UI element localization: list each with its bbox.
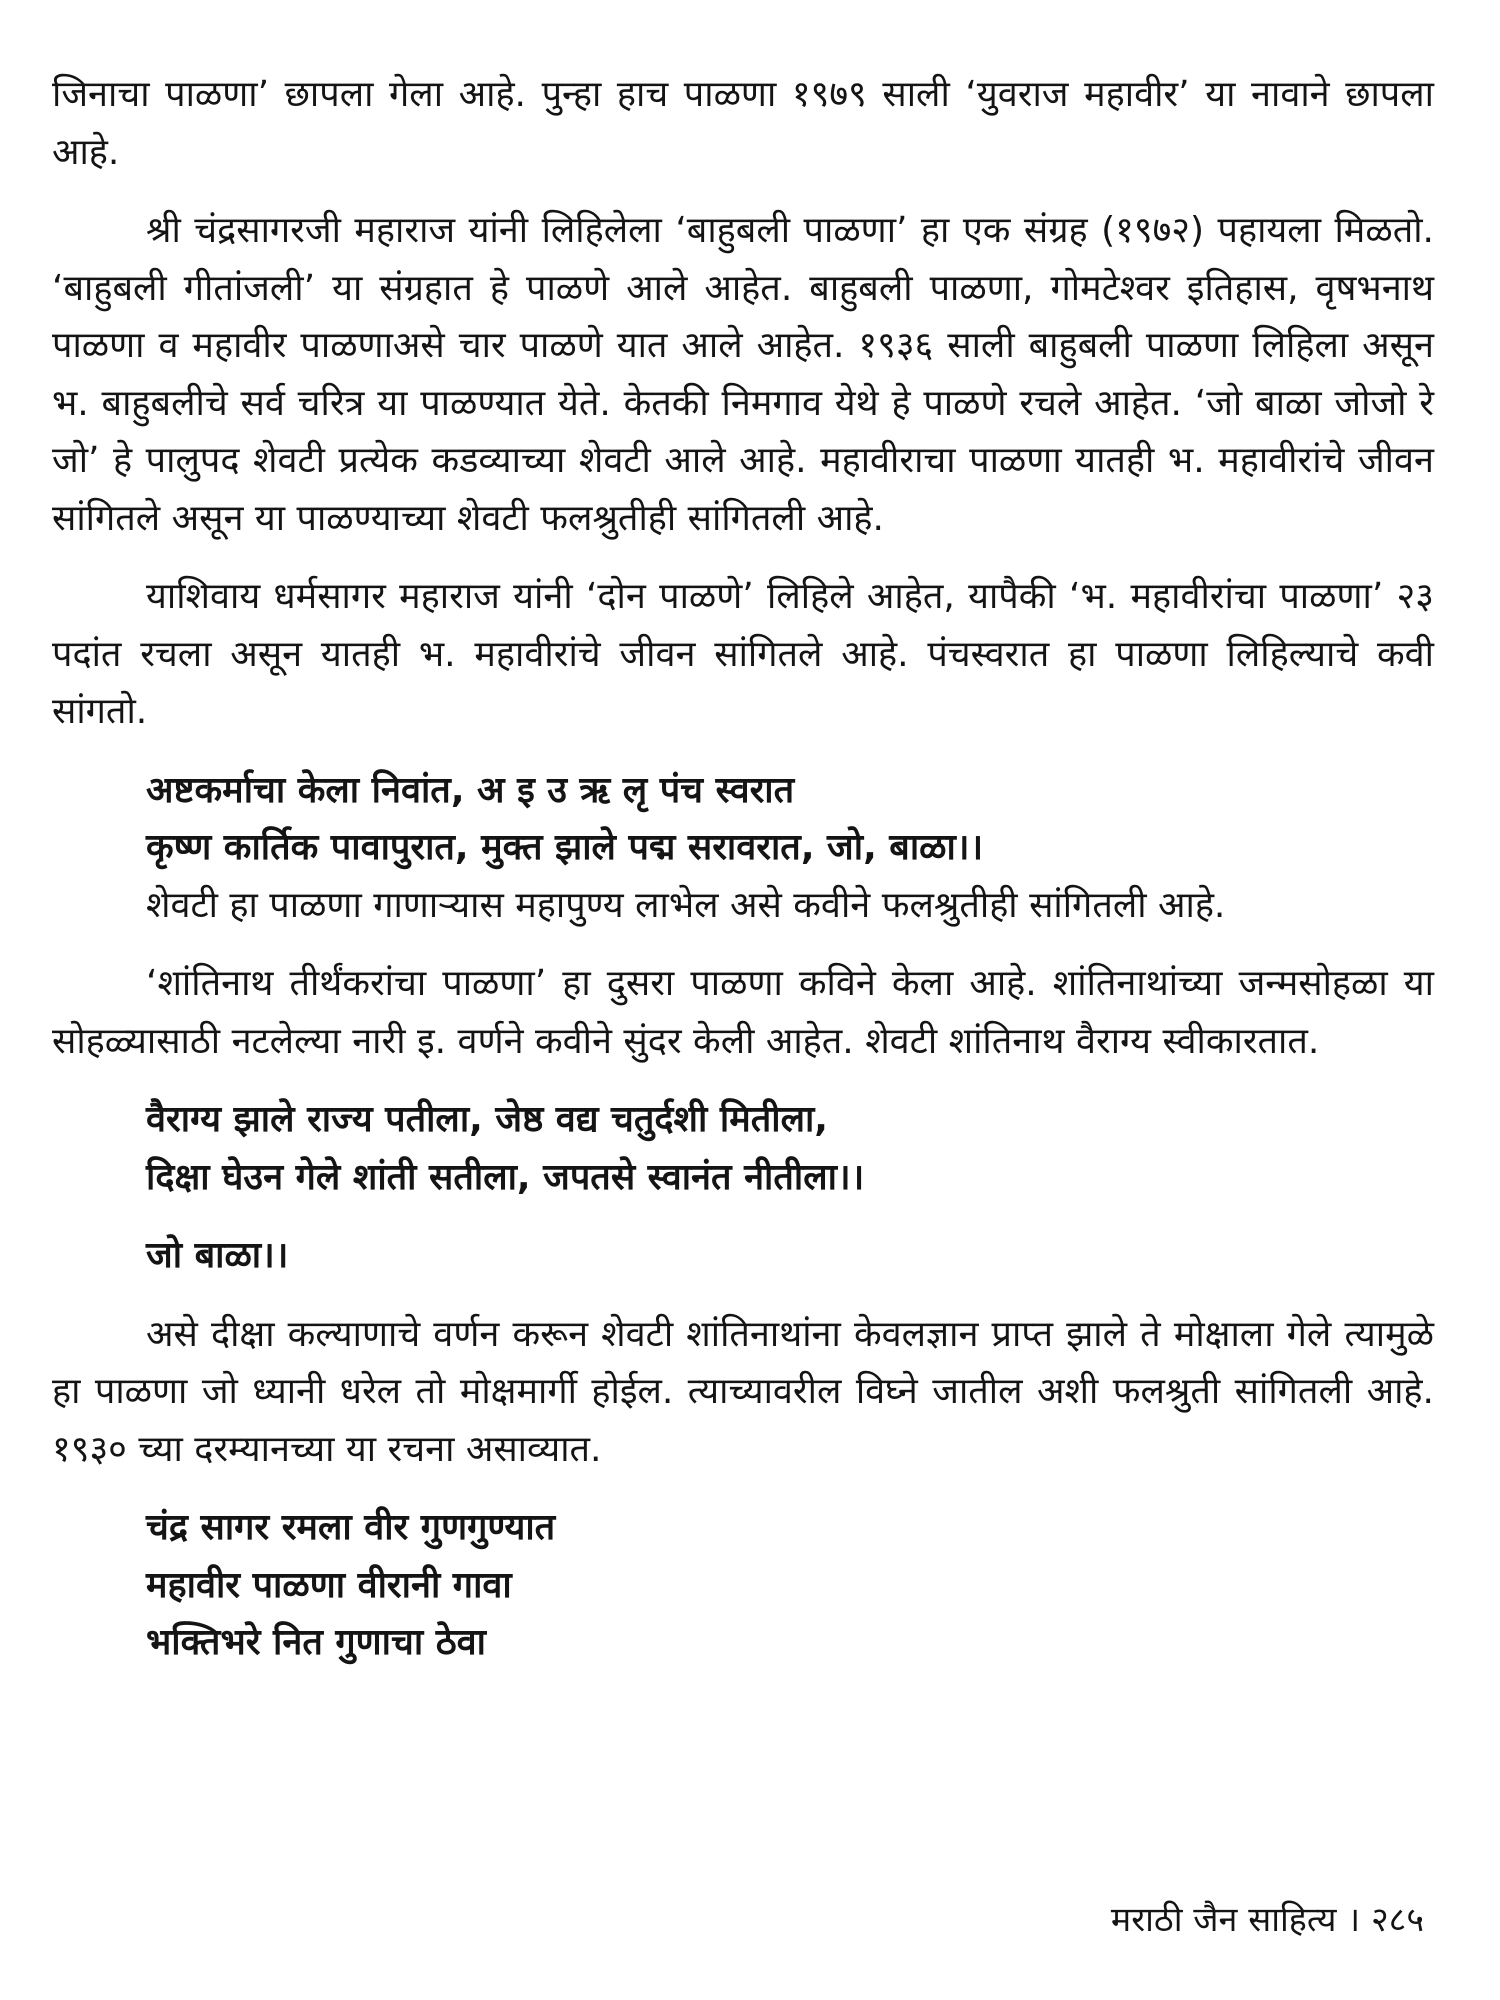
verse-line: महावीर पाळणा वीरानी गावा <box>146 1564 512 1606</box>
paragraph-diksha-kalyan: असे दीक्षा कल्याणाचे वर्णन करून शेवटी शांतिनाथांना केवलज्ञान प्राप्त झाले ते मोक्षाला गेले त्यामुळे हा पाळणा जो ध्यानी धरेल तो मोक्षमार्गी होईल. त्याच्यावरील विघ्ने जातील अशी फलश्रुती सांगितली आहे. १९३० च्या दरम्यानच्या या रचना असाव्यात. <box>52 1313 1434 1470</box>
footer-separator: । <box>1347 1900 1361 1940</box>
verse-line: कृष्ण कार्तिक पावापुरात, मुक्त झाले पद्म सरावरात, जो, बाळा।। <box>146 827 984 868</box>
page-number: २८५ <box>1370 1900 1424 1940</box>
verse-pancha-swar <box>146 762 1434 877</box>
paragraph-continuation: जिनाचा पाळणा’ छापला गेला आहे. पुन्हा हाच पाळणा १९७९ साली ‘युवराज महावीर’ या नावाने छापला आहे. <box>52 74 1434 173</box>
page-footer <box>1111 1898 1424 1942</box>
verse-line: भक्तिभरे नित गुणाचा ठेवा <box>146 1622 486 1663</box>
paragraph-bahubali-palna: श्री चंद्रसागरजी महाराज यांनी लिहिलेला ‘बाहुबली पाळणा’ हा एक संग्रह (१९७२) पहायला मिळतो. ‘बाहुबली गीतांजली’ या संग्रहात हे पाळणे आले आहेत. बाहुबली पाळणा, गोमटेश्वर इतिहास, वृषभनाथ पाळणा व महावीर पाळणाअसे चार पाळणे यात आले आहेत. १९३६ साली बाहुबली पाळणा लिहिला असून भ. बाहुबलीचे सर्व चरित्र या पाळण्यात येते. केतकी निमगाव येथे हे पाळणे रचले आहेत. ‘जो बाळा जोजो रे जो’ हे पालुपद शेवटी प्रत्येक कडव्याच्या शेवटी आले आहे. महावीराचा पाळणा यातही भ. महावीरांचे जीवन सांगितले असून या पाळण्याच्या शेवटी फलश्रुतीही सांगितली आहे. <box>52 210 1434 539</box>
verse-line: वैराग्य झाले राज्य पतीला, जेष्ठ वद्य चतुर्दशी मितीला, <box>146 1099 828 1140</box>
paragraph-shantinath: ‘शांतिनाथ तीर्थंकरांचा पाळणा’ हा दुसरा पाळणा कविने केला आहे. शांतिनाथांच्या जन्मसोहळा या सोहळ्यासाठी नटलेल्या नारी इ. वर्णने कवीने सुंदर केली आहेत. शेवटी शांतिनाथ वैराग्य स्वीकारतात. <box>52 963 1434 1062</box>
verse-refrain <box>146 1227 1434 1285</box>
verse-line: अष्टकर्माचा केला निवांत, अ इ उ ऋ लृ पंच स्वरात <box>146 769 795 811</box>
verse-shantinath <box>146 1091 1434 1206</box>
verse-line: जो बाळा।। <box>146 1235 289 1276</box>
page-body <box>52 66 1434 1672</box>
paragraph-dharmasagar: याशिवाय धर्मसागर महाराज यांनी ‘दोन पाळणे’ लिहिले आहेत, यापैकी ‘भ. महावीरांचा पाळणा’ २३ पदांत रचला असून यातही भ. महावीरांचे जीवन सांगितले आहे. पंचस्वरात हा पाळणा लिहिल्याचे कवी सांगतो. <box>52 576 1434 732</box>
paragraph-phalashruti: शेवटी हा पाळणा गाणाऱ्यास महापुण्य लाभेल असे कवीने फलश्रुतीही सांगितली आहे. <box>146 884 1226 926</box>
book-title: मराठी जैन साहित्य <box>1110 1900 1337 1940</box>
verse-line: चंद्र सागर रमला वीर गुणगुण्यात <box>146 1507 556 1548</box>
verse-chandra-sagar <box>146 1499 1434 1672</box>
verse-line: दिक्षा घेउन गेले शांती सतीला, जपतसे स्वानंत नीतीला।। <box>146 1156 865 1198</box>
